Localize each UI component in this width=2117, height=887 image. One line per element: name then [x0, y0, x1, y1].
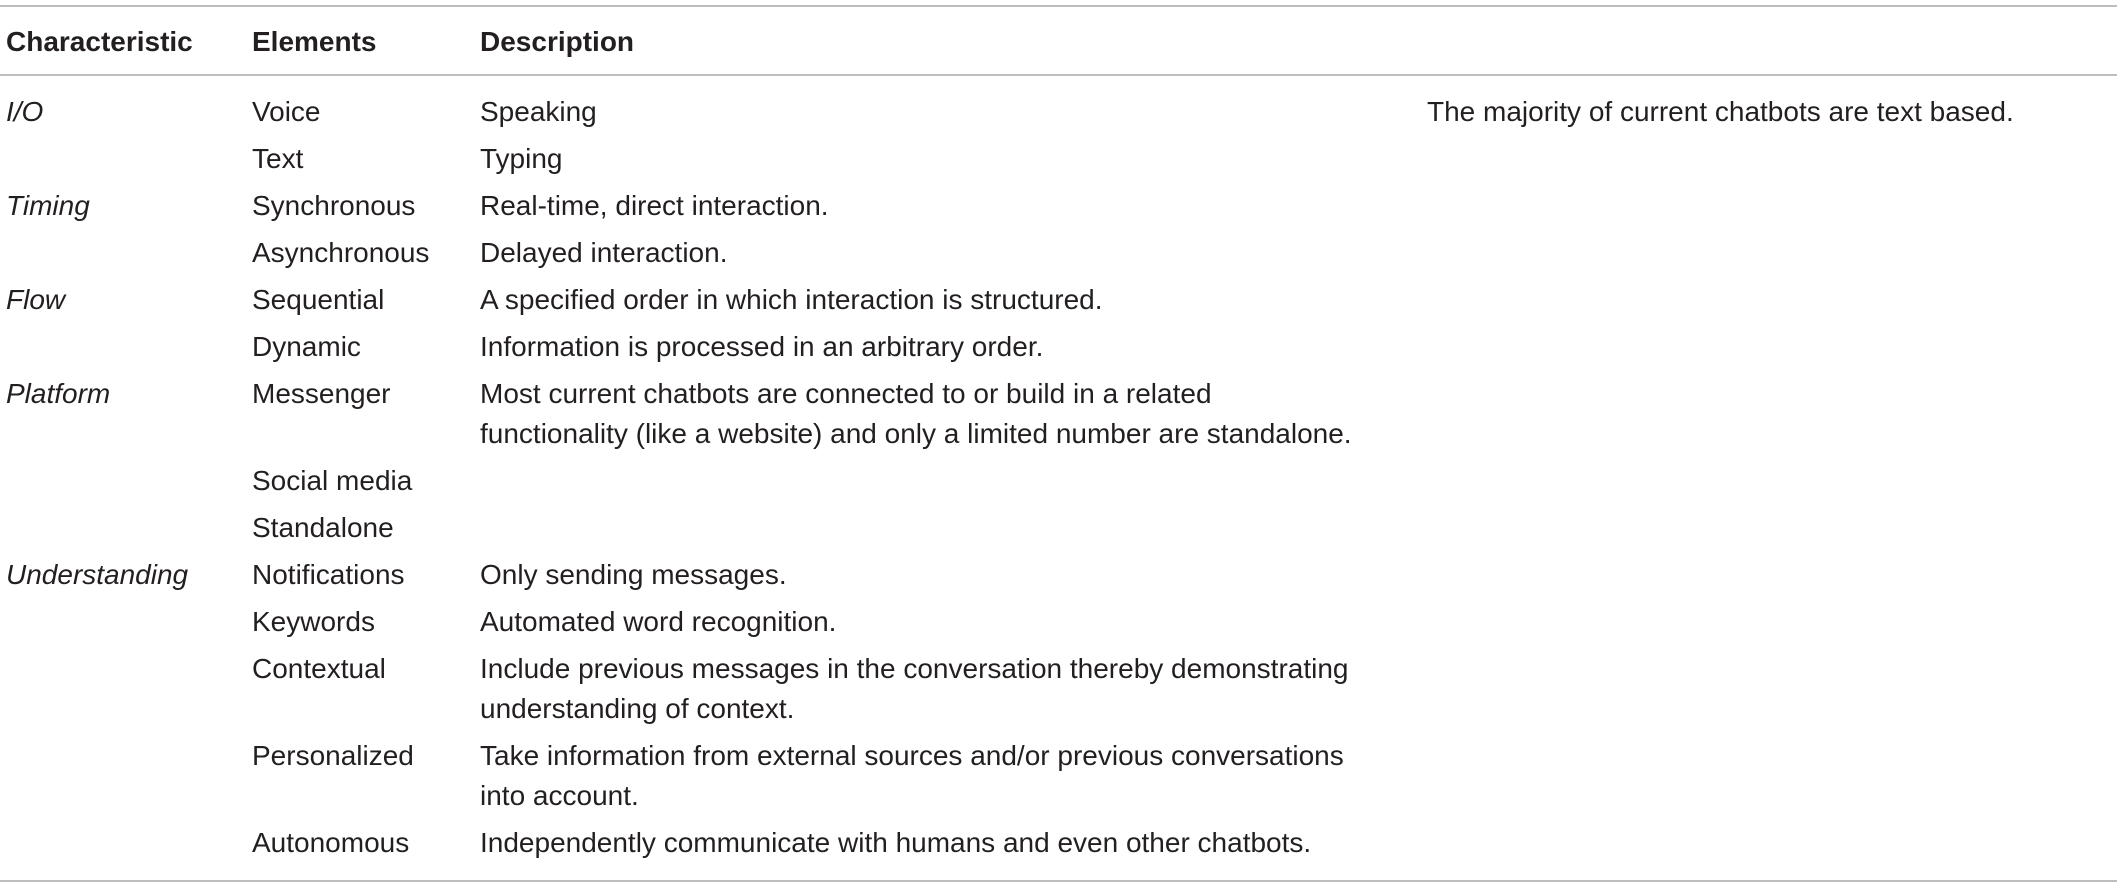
table-header-rule [0, 74, 2117, 76]
cell-element: Contextual [252, 653, 386, 684]
cell-element: Standalone [252, 512, 394, 543]
description-line: Automated word recognition. [480, 606, 837, 637]
cell-characteristic: Platform [6, 378, 111, 409]
cell-characteristic: Flow [6, 284, 66, 315]
cell-element: Notifications [252, 559, 405, 590]
cell-description [480, 649, 1349, 729]
cell-description [480, 186, 829, 226]
description-line: Only sending messages. [480, 559, 787, 590]
cell-element: Text [252, 143, 304, 174]
header-elements: Elements [252, 26, 377, 57]
cell-element: Keywords [252, 606, 375, 637]
description-line: Speaking [480, 96, 597, 127]
description-line: A specified order in which interaction is structured. [480, 284, 1103, 315]
cell-description [480, 139, 563, 179]
cell-description [480, 823, 1311, 863]
cell-characteristic: Understanding [6, 559, 189, 590]
cell-description [480, 736, 1344, 816]
cell-characteristic: Timing [6, 190, 90, 221]
cell-element: Personalized [252, 740, 414, 771]
cell-description [480, 555, 787, 595]
cell-description [480, 280, 1103, 320]
cell-description [480, 602, 836, 642]
table-bottom-rule [0, 880, 2117, 882]
description-line: into account. [480, 780, 639, 811]
table-top-rule [0, 5, 2117, 7]
description-line: Information is processed in an arbitrary order. [480, 331, 1044, 362]
description-line: Most current chatbots are connected to or build in a related [480, 378, 1212, 409]
header-characteristic: Characteristic [6, 26, 193, 57]
cell-description [480, 374, 1352, 454]
cell-element: Autonomous [252, 827, 410, 858]
cell-characteristic: I/O [6, 96, 44, 127]
header-description: Description [480, 26, 635, 57]
cell-element: Voice [252, 96, 321, 127]
description-line: Take information from external sources and/or previous conversations [480, 740, 1344, 771]
cell-element: Synchronous [252, 190, 416, 221]
description-line: Independently communicate with humans and even other chatbots. [480, 827, 1312, 858]
cell-element: Social media [252, 465, 413, 496]
description-line: understanding of context. [480, 693, 795, 724]
description-line: Real-time, direct interaction. [480, 190, 829, 221]
cell-note: The majority of current chatbots are text based. [1427, 96, 2014, 127]
cell-description [480, 233, 727, 273]
cell-element: Sequential [252, 284, 385, 315]
description-line: Typing [480, 143, 563, 174]
description-line: Delayed interaction. [480, 237, 728, 268]
description-line: Include previous messages in the conversation thereby demonstrating [480, 653, 1349, 684]
cell-description [480, 327, 1043, 367]
description-line: functionality (like a website) and only a limited number are standalone. [480, 418, 1352, 449]
cell-element: Dynamic [252, 331, 361, 362]
cell-description [480, 92, 597, 132]
cell-element: Messenger [252, 378, 391, 409]
cell-element: Asynchronous [252, 237, 430, 268]
